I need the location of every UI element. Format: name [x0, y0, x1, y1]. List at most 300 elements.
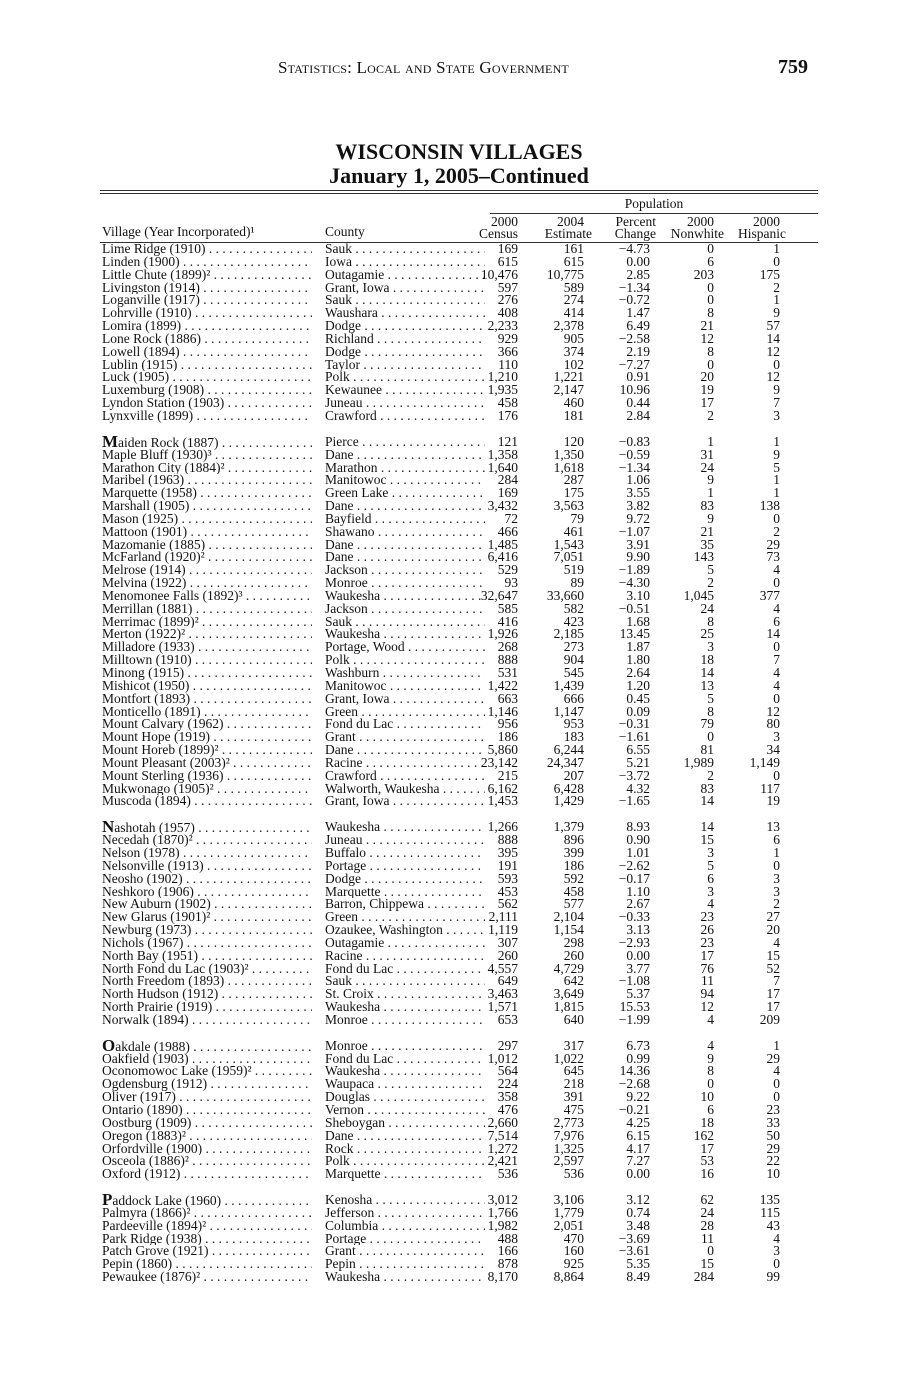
county-cell: Juneau . . . — [325, 834, 485, 847]
estimate-cell: 536 — [563, 1166, 584, 1182]
county-cell: Richland . . . — [325, 333, 485, 346]
estimate-cell: 423 — [563, 613, 584, 629]
estimate-cell: 1,779 — [553, 1204, 584, 1220]
change-cell: −2.62 — [618, 857, 650, 873]
estimate-cell: 183 — [563, 729, 584, 745]
census-cell: 5,860 — [487, 742, 518, 758]
county-cell: Green . . . — [325, 706, 485, 719]
census-cell: 93 — [504, 575, 518, 591]
change-cell: 5.37 — [626, 986, 650, 1002]
hispanic-cell: 3 — [773, 407, 780, 423]
population-group-header: Population — [624, 196, 684, 211]
change-cell: −3.61 — [618, 1243, 650, 1259]
change-cell: −1.99 — [618, 1011, 650, 1027]
estimate-cell: 10,775 — [546, 266, 584, 282]
nonwhite-cell: 53 — [700, 1153, 714, 1169]
change-cell: 0.74 — [626, 1204, 650, 1220]
hispanic-cell: 29 — [766, 1050, 780, 1066]
nonwhite-cell: 8 — [707, 343, 714, 359]
nonwhite-cell: 8 — [707, 613, 714, 629]
village-cell: Lynxville (1899) . . . — [102, 410, 312, 423]
census-cell: 23,142 — [480, 754, 518, 770]
census-cell: 531 — [497, 665, 518, 680]
census-cell: 956 — [497, 716, 518, 732]
table-title: WISCONSIN VILLAGES — [335, 139, 583, 164]
hispanic-cell: 3 — [773, 870, 780, 886]
nonwhite-cell: 12 — [700, 330, 714, 346]
change-cell: −0.31 — [618, 716, 650, 732]
census-cell: 307 — [497, 934, 518, 950]
village-cell: Neshkoro (1906) . . . — [102, 886, 312, 899]
nonwhite-cell: 23 — [700, 909, 714, 925]
hispanic-cell: 4 — [773, 934, 780, 950]
running-head — [100, 56, 810, 82]
county-cell: Sauk . . . — [325, 294, 485, 307]
estimate-cell: 102 — [563, 356, 584, 372]
county-cell: Dodge . . . — [325, 873, 485, 886]
census-cell: 297 — [497, 1037, 518, 1053]
census-cell: 1,982 — [487, 1217, 518, 1233]
village-cell: Marshall (1905) . . . — [102, 500, 312, 513]
change-cell: 1.10 — [626, 883, 650, 899]
county-cell: Crawford . . . — [325, 770, 485, 783]
hispanic-cell: 0 — [773, 1089, 780, 1105]
village-cell: Mount Hope (1919) . . . — [102, 731, 312, 744]
village-cell: Oakfield (1903) . . . — [102, 1053, 312, 1066]
change-cell: 1.47 — [626, 305, 650, 321]
change-cell: −0.33 — [618, 909, 650, 925]
census-cell: 110 — [498, 356, 518, 372]
estimate-cell: 1,439 — [553, 677, 584, 693]
nonwhite-header-top: 2000 — [687, 214, 714, 229]
village-cell: Ontario (1890) . . . — [102, 1104, 312, 1117]
county-cell: Grant, Iowa . . . — [325, 282, 485, 295]
hispanic-cell: 12 — [766, 343, 780, 359]
nonwhite-cell: 14 — [700, 819, 714, 835]
estimate-cell: 79 — [570, 510, 584, 526]
county-cell: Grant, Iowa . . . — [325, 795, 485, 808]
village-cell: Menomonee Falls (1892)³ . . . — [102, 590, 312, 603]
county-cell: Marathon . . . — [325, 462, 485, 475]
nonwhite-cell: 10 — [700, 1089, 714, 1105]
hispanic-cell: 73 — [766, 549, 780, 565]
county-cell: Dane . . . — [325, 539, 485, 552]
hispanic-cell: 377 — [759, 587, 780, 603]
estimate-cell: 904 — [563, 652, 584, 668]
change-cell: 2.67 — [626, 896, 650, 912]
hispanic-cell: 4 — [773, 1063, 780, 1079]
nonwhite-cell: 21 — [700, 523, 714, 539]
estimate-cell: 4,729 — [553, 960, 584, 976]
census-cell: 1,926 — [487, 626, 518, 642]
hispanic-cell: 115 — [760, 1204, 780, 1220]
estimate-cell: 519 — [563, 562, 584, 578]
census-cell: 488 — [497, 1230, 518, 1246]
estimate-cell: 1,022 — [553, 1050, 584, 1066]
village-cell: McFarland (1920)² . . . — [102, 551, 312, 564]
estimate-cell: 1,618 — [553, 459, 584, 475]
nonwhite-cell: 4 — [707, 1037, 714, 1053]
village-cell: Luck (1905) . . . — [102, 371, 312, 384]
nonwhite-cell: 18 — [700, 1114, 714, 1130]
county-cell: Fond du Lac . . . — [325, 1053, 485, 1066]
village-cell: Mason (1925) . . . — [102, 513, 312, 526]
change-cell: −1.34 — [618, 279, 650, 295]
change-cell: 5.35 — [626, 1256, 650, 1272]
census-cell: 1,119 — [488, 922, 518, 938]
change-cell: 9.72 — [626, 510, 650, 526]
census-cell: 6,162 — [487, 780, 518, 796]
nonwhite-cell: 24 — [700, 459, 714, 475]
nonwhite-cell: 26 — [700, 922, 714, 938]
estimate-cell: 1,154 — [553, 922, 584, 938]
change-cell: 7.27 — [626, 1153, 650, 1169]
page-number: 759 — [778, 56, 808, 78]
census-cell: 653 — [497, 1011, 518, 1027]
change-header-top: Percent — [615, 214, 656, 229]
estimate-header-bottom: Estimate — [544, 226, 592, 241]
village-cell: Mishicot (1950) . . . — [102, 680, 312, 693]
village-cell: Nichols (1967) . . . — [102, 937, 312, 950]
nonwhite-cell: 5 — [707, 857, 714, 873]
estimate-cell: 589 — [563, 279, 584, 295]
village-cell: North Hudson (1912) . . . — [102, 988, 312, 1001]
estimate-cell: 2,773 — [553, 1114, 584, 1130]
hispanic-cell: 1 — [773, 844, 780, 860]
nonwhite-cell: 1,045 — [683, 587, 714, 603]
hispanic-cell: 6 — [773, 613, 780, 629]
county-cell: Racine . . . — [325, 950, 485, 963]
county-cell: Columbia . . . — [325, 1220, 485, 1233]
census-cell: 3,463 — [487, 986, 518, 1002]
village-cell: Minong (1915) . . . — [102, 667, 312, 680]
nonwhite-cell: 8 — [707, 703, 714, 719]
village-cell: Nashotah (1957) . . . — [102, 821, 312, 835]
estimate-cell: 545 — [563, 665, 584, 680]
hispanic-cell: 9 — [773, 305, 780, 321]
estimate-cell: 260 — [563, 947, 584, 963]
top-rule-second — [100, 193, 818, 194]
census-cell: 2,111 — [488, 909, 518, 925]
change-cell: −4.73 — [618, 241, 650, 256]
change-cell: 2.64 — [626, 665, 650, 680]
estimate-cell: 160 — [563, 1243, 584, 1259]
estimate-cell: 374 — [563, 343, 584, 359]
census-cell: 1,485 — [487, 536, 518, 552]
village-cell: Necedah (1870)² . . . — [102, 834, 312, 847]
hispanic-cell: 22 — [766, 1153, 780, 1169]
county-cell: Dane . . . — [325, 449, 485, 462]
hispanic-cell: 4 — [773, 1230, 780, 1246]
change-cell: 0.99 — [626, 1050, 650, 1066]
estimate-cell: 1,543 — [553, 536, 584, 552]
change-cell: 0.00 — [626, 1166, 650, 1182]
census-cell: 2,233 — [487, 318, 518, 334]
change-cell: 4.25 — [626, 1114, 650, 1130]
village-cell: Nelsonville (1913) . . . — [102, 860, 312, 873]
hispanic-cell: 9 — [773, 382, 780, 398]
village-cell: Livingston (1914) . . . — [102, 282, 312, 295]
estimate-cell: 391 — [563, 1089, 584, 1105]
village-cell: Nelson (1978) . . . — [102, 847, 312, 860]
nonwhite-cell: 8 — [707, 1063, 714, 1079]
change-cell: 1.06 — [626, 472, 650, 488]
change-cell: 3.91 — [626, 536, 650, 552]
hispanic-cell: 14 — [766, 626, 780, 642]
village-cell: Milltown (1910) . . . — [102, 654, 312, 667]
change-cell: 4.17 — [626, 1140, 650, 1156]
hispanic-cell: 19 — [766, 793, 780, 809]
change-cell: −1.34 — [618, 459, 650, 475]
census-cell: 597 — [497, 279, 518, 295]
estimate-cell: 2,104 — [553, 909, 584, 925]
county-cell: Racine . . . — [325, 757, 485, 770]
hispanic-cell: 57 — [766, 318, 780, 334]
hispanic-cell: 0 — [773, 356, 780, 372]
hispanic-cell: 1 — [773, 241, 780, 256]
hispanic-cell: 80 — [766, 716, 780, 732]
estimate-cell: 896 — [563, 832, 584, 848]
nonwhite-cell: 21 — [700, 318, 714, 334]
nonwhite-cell: 24 — [700, 600, 714, 616]
county-cell: Jefferson . . . — [325, 1207, 485, 1220]
estimate-cell: 925 — [563, 1256, 584, 1272]
census-cell: 408 — [497, 305, 518, 321]
hispanic-cell: 7 — [773, 973, 780, 989]
village-cell: Neosho (1902) . . . — [102, 873, 312, 886]
hispanic-cell: 52 — [766, 960, 780, 976]
estimate-cell: 1,147 — [553, 703, 584, 719]
change-cell: 3.55 — [626, 485, 650, 501]
hispanic-cell: 29 — [766, 1140, 780, 1156]
estimate-cell: 475 — [563, 1102, 584, 1117]
census-cell: 929 — [497, 330, 518, 346]
hispanic-cell: 1 — [773, 485, 780, 501]
county-cell: Green Lake . . . — [325, 487, 485, 500]
nonwhite-cell: 3 — [707, 844, 714, 860]
census-cell: 2,660 — [487, 1114, 518, 1130]
table-row — [100, 1271, 818, 1284]
change-cell: 9.90 — [626, 549, 650, 565]
nonwhite-cell: 6 — [707, 1102, 714, 1117]
nonwhite-cell: 17 — [700, 1140, 714, 1156]
hispanic-cell: 15 — [766, 947, 780, 963]
census-header-top: 2000 — [491, 214, 518, 229]
nonwhite-cell: 79 — [700, 716, 714, 732]
estimate-cell: 2,147 — [553, 382, 584, 398]
nonwhite-cell: 2 — [707, 575, 714, 591]
county-cell: Juneau . . . — [325, 397, 485, 410]
census-cell: 7,514 — [487, 1127, 518, 1143]
hispanic-cell: 0 — [773, 510, 780, 526]
hispanic-cell: 7 — [773, 395, 780, 411]
change-cell: 8.49 — [626, 1269, 650, 1285]
change-cell: 3.10 — [626, 587, 650, 603]
village-cell: Oliver (1917) . . . — [102, 1091, 312, 1104]
hispanic-cell: 1,149 — [749, 754, 780, 770]
hispanic-cell: 1 — [773, 472, 780, 488]
village-cell: Merrimac (1899)² . . . — [102, 616, 312, 629]
hispanic-cell: 4 — [773, 600, 780, 616]
hispanic-cell: 0 — [773, 767, 780, 783]
nonwhite-cell: 203 — [693, 266, 714, 282]
hispanic-cell: 0 — [773, 1256, 780, 1272]
county-cell: Iowa . . . — [325, 256, 485, 269]
county-cell: Walworth, Waukesha . . . — [325, 783, 485, 796]
village-cell: Lowell (1894) . . . — [102, 346, 312, 359]
village-cell: Maribel (1963) . . . — [102, 474, 312, 487]
census-cell: 1,422 — [487, 677, 518, 693]
nonwhite-cell: 1 — [707, 485, 714, 501]
table-row — [100, 1011, 818, 1027]
nonwhite-cell: 31 — [700, 446, 714, 462]
estimate-cell: 3,563 — [553, 498, 584, 514]
hispanic-cell: 0 — [773, 1076, 780, 1092]
census-cell: 564 — [497, 1063, 518, 1079]
estimate-cell: 1,815 — [553, 999, 584, 1015]
hispanic-cell: 27 — [766, 909, 780, 925]
county-cell: Monroe . . . — [325, 1040, 485, 1053]
column-headers — [100, 198, 818, 242]
change-cell: 6.55 — [626, 742, 650, 758]
census-cell: 1,453 — [487, 793, 518, 809]
hispanic-cell: 10 — [766, 1166, 780, 1182]
estimate-cell: 577 — [563, 896, 584, 912]
census-cell: 562 — [497, 896, 518, 912]
village-cell: Pepin (1860) . . . — [102, 1258, 312, 1271]
estimate-cell: 8,864 — [553, 1269, 584, 1285]
county-cell: Buffalo . . . — [325, 847, 485, 860]
census-cell: 6,416 — [487, 549, 518, 565]
estimate-cell: 953 — [563, 716, 584, 732]
nonwhite-cell: 0 — [707, 241, 714, 256]
county-cell: Bayfield . . . — [325, 513, 485, 526]
change-cell: 3.12 — [626, 1192, 650, 1208]
nonwhite-cell: 18 — [700, 652, 714, 668]
county-cell: Shawano . . . — [325, 526, 485, 539]
village-cell: Mattoon (1901) . . . — [102, 526, 312, 539]
nonwhite-cell: 3 — [707, 639, 714, 655]
nonwhite-cell: 23 — [700, 934, 714, 950]
estimate-cell: 6,428 — [553, 780, 584, 796]
nonwhite-cell: 19 — [700, 382, 714, 398]
nonwhite-cell: 24 — [700, 1204, 714, 1220]
running-title: Statistics: Local and State Government — [278, 58, 569, 77]
change-cell: −0.51 — [618, 600, 650, 616]
estimate-cell: 181 — [563, 407, 584, 423]
census-cell: 10,476 — [480, 266, 518, 282]
nonwhite-cell: 17 — [700, 947, 714, 963]
county-cell: Manitowoc . . . — [325, 474, 485, 487]
village-cell: Maple Bluff (1930)³ . . . — [102, 449, 312, 462]
village-cell: Patch Grove (1921) . . . — [102, 1245, 312, 1258]
estimate-cell: 218 — [563, 1076, 584, 1092]
estimate-cell: 592 — [563, 870, 584, 886]
census-cell: 1,210 — [487, 369, 518, 385]
county-cell: Waupaca . . . — [325, 1078, 485, 1091]
nonwhite-cell: 83 — [700, 780, 714, 796]
village-cell: Pardeeville (1894)² . . . — [102, 1220, 312, 1233]
estimate-cell: 120 — [563, 433, 584, 449]
change-cell: 0.90 — [626, 832, 650, 848]
table-row — [100, 795, 818, 808]
hispanic-cell: 6 — [773, 832, 780, 848]
county-cell: Ozaukee, Washington . . . — [325, 924, 485, 937]
village-cell: Mount Pleasant (2003)² . . . — [102, 757, 312, 770]
hispanic-cell: 33 — [766, 1114, 780, 1130]
nonwhite-cell: 2 — [707, 407, 714, 423]
estimate-cell: 24,347 — [546, 754, 584, 770]
village-cell: Newburg (1973) . . . — [102, 924, 312, 937]
hispanic-cell: 117 — [760, 780, 780, 796]
change-cell: 1.80 — [626, 652, 650, 668]
hispanic-cell: 13 — [766, 819, 780, 835]
county-cell: Waushara . . . — [325, 307, 485, 320]
change-cell: −1.08 — [618, 973, 650, 989]
nonwhite-cell: 143 — [693, 549, 714, 565]
village-cell: Palmyra (1866)² . . . — [102, 1207, 312, 1220]
change-cell: −0.21 — [618, 1102, 650, 1117]
change-cell: 13.45 — [619, 626, 650, 642]
nonwhite-cell: 4 — [707, 1011, 714, 1027]
nonwhite-cell: 13 — [700, 677, 714, 693]
change-cell: 6.15 — [626, 1127, 650, 1143]
hispanic-cell: 12 — [766, 369, 780, 385]
county-header: County — [325, 224, 365, 239]
census-header-bottom: Census — [478, 226, 518, 241]
village-cell: Loganville (1917) . . . — [102, 294, 312, 307]
nonwhite-cell: 162 — [693, 1127, 714, 1143]
village-header: Village (Year Incorporated)¹ — [102, 224, 255, 239]
hispanic-cell: 3 — [773, 729, 780, 745]
census-cell: 1,935 — [487, 382, 518, 398]
hispanic-cell: 2 — [773, 523, 780, 539]
estimate-cell: 273 — [563, 639, 584, 655]
change-cell: −4.30 — [618, 575, 650, 591]
hispanic-cell: 2 — [773, 279, 780, 295]
change-cell: 14.36 — [619, 1063, 650, 1079]
nonwhite-cell: 76 — [700, 960, 714, 976]
village-cell: Marquette (1958) . . . — [102, 487, 312, 500]
hispanic-cell: 4 — [773, 677, 780, 693]
census-cell: 615 — [497, 253, 518, 269]
county-cell: Sauk . . . — [325, 616, 485, 629]
nonwhite-cell: 9 — [707, 472, 714, 488]
change-cell: 0.91 — [626, 369, 650, 385]
village-cell: Lohrville (1910) . . . — [102, 307, 312, 320]
village-cell: Mount Sterling (1936) . . . — [102, 770, 312, 783]
nonwhite-cell: 0 — [707, 1243, 714, 1259]
census-cell: 476 — [497, 1102, 518, 1117]
census-cell: 276 — [497, 292, 518, 308]
village-cell: North Bay (1951) . . . — [102, 950, 312, 963]
village-cell: Mukwonago (1905)² . . . — [102, 783, 312, 796]
nonwhite-cell: 25 — [700, 626, 714, 642]
village-cell: Monticello (1891) . . . — [102, 706, 312, 719]
village-cell: Orfordville (1900) . . . — [102, 1143, 312, 1156]
census-cell: 121 — [497, 433, 518, 449]
county-cell: Pepin . . . — [325, 1258, 485, 1271]
change-cell: −2.68 — [618, 1076, 650, 1092]
hispanic-cell: 9 — [773, 446, 780, 462]
census-cell: 1,571 — [487, 999, 518, 1015]
nonwhite-cell: 20 — [700, 369, 714, 385]
hispanic-cell: 175 — [759, 266, 780, 282]
estimate-cell: 399 — [563, 844, 584, 860]
nonwhite-cell: 35 — [700, 536, 714, 552]
county-cell: Outagamie . . . — [325, 937, 485, 950]
change-cell: 6.73 — [626, 1037, 650, 1053]
